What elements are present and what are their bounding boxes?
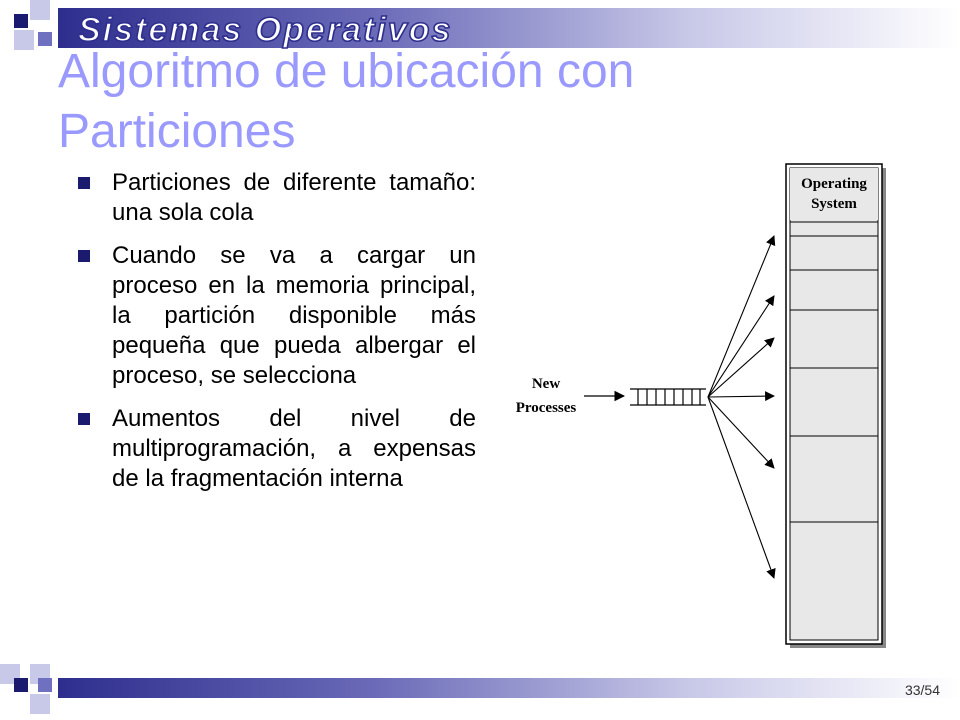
dispatch-arrow xyxy=(708,397,774,468)
page-number: 33/54 xyxy=(904,682,940,698)
slide-title-line1: Algoritmo de ubicación con xyxy=(58,45,635,98)
dispatch-arrow xyxy=(708,236,774,397)
square-bullet-icon xyxy=(78,413,90,425)
corner-square-dark xyxy=(14,678,28,692)
slide-title xyxy=(58,42,838,162)
square-bullet-icon xyxy=(78,250,90,262)
partition-diagram xyxy=(500,150,910,660)
dispatch-arrow xyxy=(708,396,774,397)
corner-square-light xyxy=(30,0,50,20)
queue-label-line2: Processes xyxy=(515,400,577,416)
dispatch-arrows xyxy=(708,236,774,578)
os-label-line1: Operating xyxy=(801,176,867,192)
bullet-text: Aumentos del nivel de multiprogramación, a expensas de la fragmentación interna xyxy=(112,405,476,492)
bullet-item xyxy=(78,404,476,494)
corner-square-mid xyxy=(38,678,52,692)
corner-square-mid xyxy=(38,32,52,46)
corner-square-light xyxy=(14,30,34,50)
os-label-line2: System xyxy=(811,196,857,212)
corner-square-dark xyxy=(14,14,28,28)
course-title-text: Sistemas Operativos xyxy=(78,11,453,49)
memory-inner xyxy=(790,168,878,640)
dispatch-arrow xyxy=(708,397,774,578)
square-bullet-icon xyxy=(78,177,90,189)
bullet-list xyxy=(78,168,476,507)
process-queue xyxy=(630,389,706,405)
queue-label-line1: New xyxy=(531,376,561,392)
corner-square-light xyxy=(30,694,50,714)
bullet-item xyxy=(78,168,476,228)
bullet-text: Cuando se va a cargar un proceso en la memoria principal, la partición disponible más pequeña que pueda albergar el proceso, se selecciona xyxy=(112,242,476,389)
footer-band xyxy=(58,678,960,698)
slide-title-line2: Particiones xyxy=(58,105,296,158)
bullet-item xyxy=(78,241,476,391)
bullet-text: Particiones de diferente tamaño: una sola cola xyxy=(112,169,476,226)
